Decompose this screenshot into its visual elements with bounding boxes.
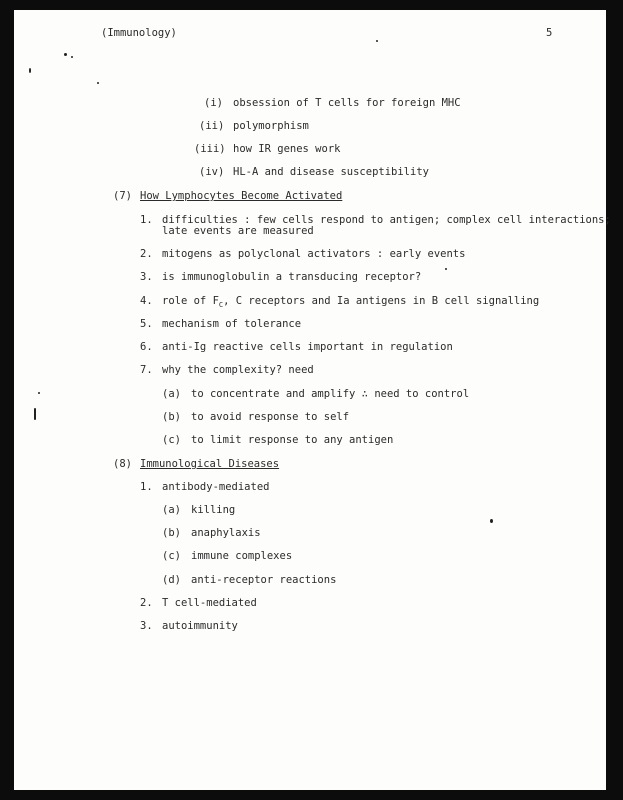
item-num: 1.: [140, 214, 153, 226]
item-num: 3.: [140, 271, 153, 283]
item-text: [162, 295, 539, 311]
subitem-text: to avoid response to self: [191, 411, 350, 423]
subitem-num: (b): [162, 411, 181, 423]
list-item-num: (iii): [194, 143, 226, 155]
scan-speck: [445, 268, 447, 270]
subitem-num: (c): [162, 550, 181, 562]
subitem-num: (d): [162, 574, 181, 586]
item-num: 2.: [140, 248, 153, 260]
scan-speck: [38, 392, 40, 394]
item-text: T cell-mediated: [162, 597, 257, 609]
scan-speck: [376, 40, 378, 42]
item-text-continued: late events are measured: [162, 225, 314, 237]
list-item-num: (iv): [199, 166, 225, 178]
subitem-text: killing: [191, 504, 236, 516]
scan-speck: [29, 68, 31, 73]
item-num: 3.: [140, 620, 153, 632]
item-num: 6.: [140, 341, 153, 353]
item-num: 5.: [140, 318, 153, 330]
section-number: (7): [113, 190, 132, 202]
item-text: autoimmunity: [162, 620, 238, 632]
scan-speck: [490, 519, 493, 523]
fc-subscript: C: [218, 301, 224, 310]
scan-speck: [97, 82, 99, 84]
subitem-num: (a): [162, 388, 181, 400]
subitem-text: to limit response to any antigen: [191, 434, 394, 446]
item-text-post: , C receptors and Ia antigens in B cell signalling: [223, 295, 540, 307]
item-text-pre: role of F: [162, 295, 219, 307]
item-text: why the complexity? need: [162, 364, 314, 376]
subitem-text: immune complexes: [191, 550, 293, 562]
item-text: mitogens as polyclonal activators : early events: [162, 248, 466, 260]
item-num: 7.: [140, 364, 153, 376]
section-heading: How Lymphocytes Become Activated: [140, 190, 343, 202]
item-text: anti-Ig reactive cells important in regulation: [162, 341, 453, 353]
section-number: (8): [113, 458, 132, 470]
item-text: is immunoglobulin a transducing receptor?: [162, 271, 422, 283]
header-title: (Immunology): [101, 27, 177, 39]
subitem-num: (c): [162, 434, 181, 446]
list-item-text: obsession of T cells for foreign MHC: [233, 97, 461, 109]
scan-speck: [34, 408, 36, 420]
subitem-text: anaphylaxis: [191, 527, 261, 539]
item-text: difficulties : few cells respond to antigen; complex cell interactions;: [162, 214, 611, 226]
page-number: 5: [546, 27, 553, 39]
list-item-num: (i): [204, 97, 223, 109]
subitem-text: anti-receptor reactions: [191, 574, 337, 586]
item-num: 4.: [140, 295, 153, 307]
scan-speck: [64, 53, 67, 56]
item-text: antibody-mediated: [162, 481, 270, 493]
item-num: 1.: [140, 481, 153, 493]
subitem-num: (b): [162, 527, 181, 539]
item-num: 2.: [140, 597, 153, 609]
scan-speck: [71, 56, 73, 58]
item-text: mechanism of tolerance: [162, 318, 302, 330]
subitem-text: to concentrate and amplify ∴ need to control: [191, 388, 470, 400]
list-item-num: (ii): [199, 120, 225, 132]
subitem-num: (a): [162, 504, 181, 516]
list-item-text: how IR genes work: [233, 143, 341, 155]
document-page: [14, 10, 611, 790]
section-heading: Immunological Diseases: [140, 458, 280, 470]
list-item-text: HL-A and disease susceptibility: [233, 166, 429, 178]
list-item-text: polymorphism: [233, 120, 309, 132]
